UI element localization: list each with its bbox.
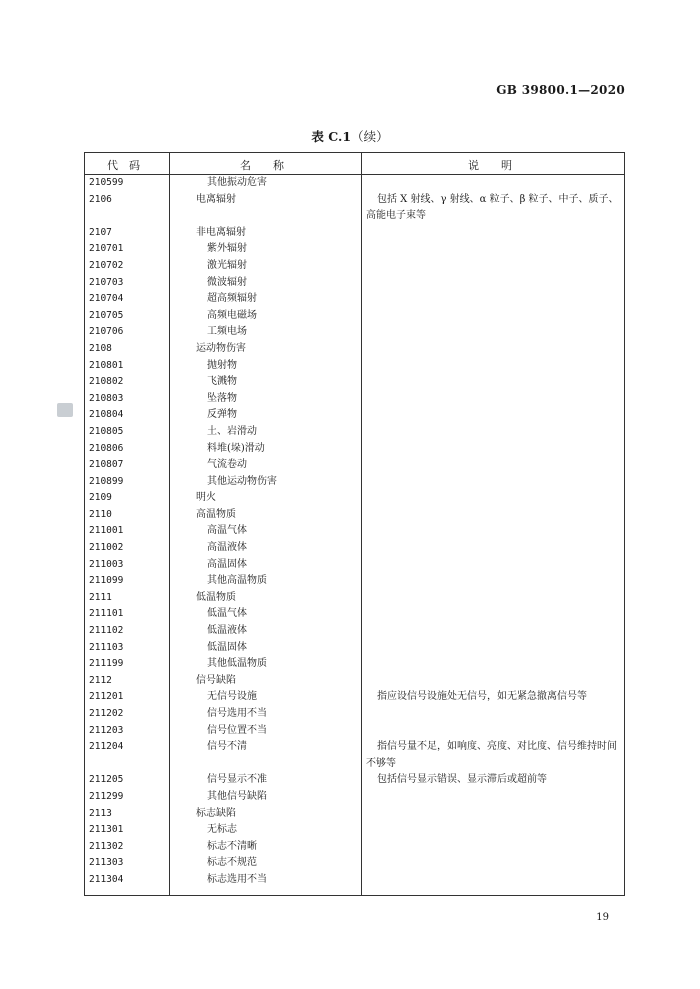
row-code: 211203: [89, 724, 124, 736]
row-name: 标志不清晰: [207, 840, 257, 852]
row-code: 2113: [89, 807, 112, 819]
table-row: [85, 723, 624, 740]
row-name: 标志不规范: [207, 857, 257, 869]
table-row: [85, 391, 624, 408]
row-name: 其他振动危害: [207, 177, 267, 188]
table-row: [85, 839, 624, 856]
table-row: [85, 606, 624, 623]
row-code: 2110: [89, 508, 112, 520]
row-code: 2108: [89, 342, 112, 354]
row-name: 紫外辐射: [207, 243, 247, 255]
table-row: [85, 341, 624, 358]
table-row: [85, 457, 624, 474]
row-description: 包括信号显示错误、显示滞后或超前等: [377, 774, 547, 786]
row-code: 210706: [89, 326, 124, 338]
row-description: 指信号量不足，如响度、亮度、对比度、信号维持时间不够等: [366, 741, 617, 769]
row-code: 210701: [89, 243, 124, 255]
row-code: 211001: [89, 525, 124, 537]
row-name: 坠落物: [207, 392, 237, 404]
row-code: 2109: [89, 492, 112, 504]
row-name: 低温液体: [207, 625, 247, 637]
row-code: 210806: [89, 442, 124, 454]
row-code: 211205: [89, 774, 124, 786]
table-row: [85, 490, 624, 507]
row-description: 包括 X 射线、γ 射线、α 粒子、β 粒子、中子、质子、高能电子束等: [366, 193, 619, 222]
table-row: [85, 573, 624, 590]
table-row: [85, 673, 624, 690]
row-description: 指应设信号设施处无信号，如无紧急撤离信号等: [377, 691, 587, 703]
row-name: 其他运动物伤害: [207, 475, 277, 487]
table-row: [85, 374, 624, 391]
row-code: 211199: [89, 658, 124, 670]
row-name: 微波辐射: [207, 276, 247, 288]
row-code: 211202: [89, 708, 124, 719]
table-row: [85, 241, 624, 258]
table-title-label: 表 C.1: [311, 129, 352, 144]
table-row: [85, 324, 624, 341]
row-name: 其他信号缺陷: [207, 790, 267, 802]
row-code: 210805: [89, 425, 124, 437]
table-row: [85, 623, 624, 640]
table-row: [85, 789, 624, 806]
table-title-continued: （续）: [351, 129, 389, 144]
table-row: [85, 275, 624, 292]
table-row: [85, 540, 624, 557]
table-row: [85, 474, 624, 491]
row-code: 211002: [89, 542, 124, 554]
row-code: 211102: [89, 625, 124, 637]
row-name: 激光辐射: [207, 259, 247, 271]
row-code: 211099: [89, 575, 124, 587]
row-code: 211304: [89, 873, 124, 885]
table-row: [85, 424, 624, 441]
row-name: 高频电磁场: [207, 309, 257, 321]
header-name: 名 称: [240, 159, 284, 172]
row-name: 信号选用不当: [207, 708, 267, 719]
row-code: 210804: [89, 409, 124, 421]
table-row: [85, 772, 624, 789]
row-name: 超高频辐射: [207, 293, 257, 305]
side-watermark: [57, 403, 73, 417]
table-row: [85, 706, 624, 723]
row-name: 低温物质: [196, 591, 236, 603]
row-name: 信号显示不准: [207, 774, 267, 786]
table-row: [85, 507, 624, 524]
table-title: [0, 127, 700, 145]
row-code: 211201: [89, 691, 124, 703]
row-code: 211301: [89, 824, 124, 836]
table-row: [85, 872, 624, 889]
table-row: [85, 291, 624, 308]
row-code: 211303: [89, 857, 124, 869]
row-name: 标志选用不当: [207, 873, 267, 885]
row-code: 211302: [89, 840, 124, 852]
row-name: 低温气体: [207, 608, 247, 620]
table-row: [85, 806, 624, 823]
header-code: 代 码: [107, 159, 140, 172]
page-number: 19: [596, 912, 609, 923]
row-name: 非电离辐射: [196, 226, 246, 238]
row-name: 飞溅物: [207, 376, 237, 388]
row-name: 土、岩滑动: [207, 425, 257, 437]
row-name: 高温固体: [207, 558, 247, 570]
table-row: [85, 855, 624, 872]
table-row: [85, 689, 624, 706]
row-name: 标志缺陷: [196, 807, 236, 819]
row-code: 211299: [89, 790, 124, 802]
row-code: 210703: [89, 276, 124, 288]
table-row: [85, 258, 624, 275]
row-code: 2111: [89, 591, 112, 603]
table-row: [85, 656, 624, 673]
row-name: 高温液体: [207, 542, 247, 554]
row-name: 无标志: [207, 824, 237, 836]
row-name: 运动物伤害: [196, 342, 246, 354]
table-row: [85, 441, 624, 458]
table-row: [85, 590, 624, 607]
row-code: 2106: [89, 193, 112, 205]
row-name: 无信号设施: [207, 691, 257, 703]
table-row: [85, 739, 624, 772]
standard-code: GB 39800.1—2020: [496, 83, 625, 97]
row-name: 料堆(垛)滑动: [207, 442, 265, 454]
row-name: 反弹物: [207, 409, 237, 421]
row-code: 211103: [89, 641, 124, 653]
code-table: [84, 152, 625, 896]
row-name: 信号位置不当: [207, 724, 267, 736]
row-code: 2107: [89, 226, 112, 238]
row-code: 211204: [89, 741, 124, 753]
row-code: 210899: [89, 475, 124, 487]
row-name: 气流卷动: [207, 459, 247, 471]
row-code: 2112: [89, 674, 112, 686]
row-code: 210702: [89, 259, 124, 271]
row-name: 抛射物: [207, 359, 237, 371]
table-row: [85, 358, 624, 375]
header-desc: 说 明: [468, 159, 512, 172]
row-name: 高温气体: [207, 525, 247, 537]
table-row: [85, 175, 624, 192]
row-name: 低温固体: [207, 641, 247, 653]
row-name: 明火: [196, 492, 216, 504]
table-row: [85, 640, 624, 657]
row-code: 210705: [89, 309, 124, 321]
table-row: [85, 192, 624, 225]
table-row: [85, 523, 624, 540]
table-row: [85, 308, 624, 325]
row-code: 211101: [89, 608, 124, 620]
table-header: [85, 153, 624, 175]
row-name: 信号不清: [207, 741, 247, 753]
row-code: 210802: [89, 376, 124, 388]
row-code: 210807: [89, 459, 124, 471]
table-row: [85, 407, 624, 424]
row-name: 信号缺陷: [196, 674, 236, 686]
row-code: 210704: [89, 293, 124, 305]
row-code: 210803: [89, 392, 124, 404]
row-name: 工频电场: [207, 326, 247, 338]
row-name: 其他低温物质: [207, 658, 267, 670]
table-body: [85, 175, 624, 889]
row-code: 210801: [89, 359, 124, 371]
row-name: 其他高温物质: [207, 575, 267, 587]
table-row: [85, 225, 624, 242]
row-name: 电离辐射: [196, 193, 236, 205]
row-name: 高温物质: [196, 508, 236, 520]
table-row: [85, 822, 624, 839]
row-code: 211003: [89, 558, 124, 570]
row-code: 210599: [89, 177, 124, 188]
table-row: [85, 557, 624, 574]
